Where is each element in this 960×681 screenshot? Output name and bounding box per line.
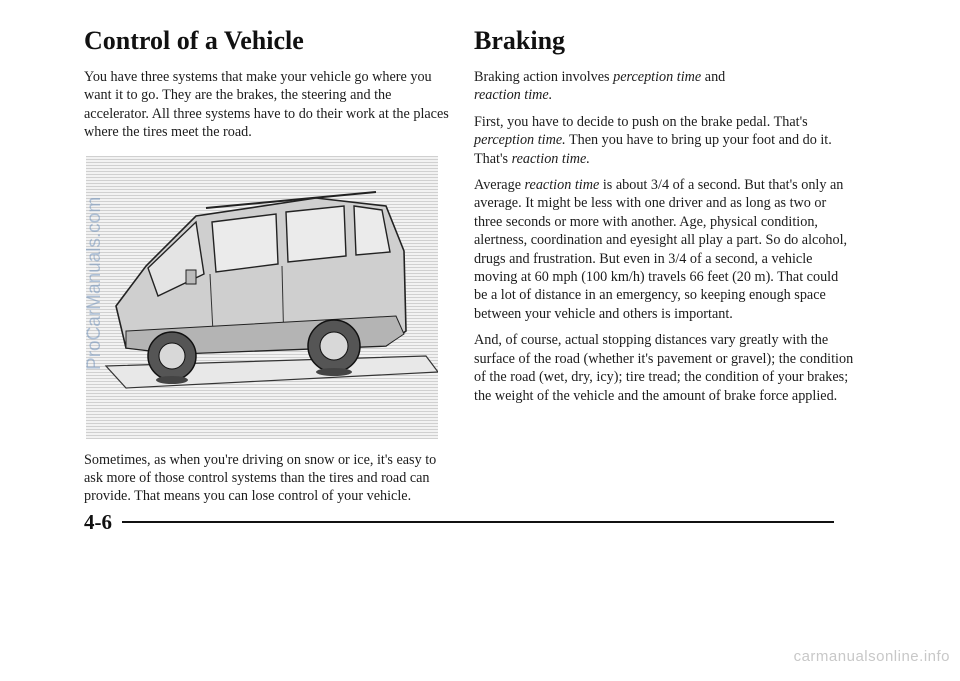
van-illustration [86, 156, 438, 439]
control-loss-paragraph: Sometimes, as when you're driving on snow or ice, it's easy to ask more of those control systems than the tires and road can provide. That means you can lose control of your vehicle. [84, 451, 437, 505]
page-footer [84, 510, 834, 534]
braking-paragraph-4: And, of course, actual stopping distances vary greatly with the surface of the road (whether it's pavement or gravel); the condition of the road (wet, dry, icy); tire tread; the condition of your brakes; the weight of the vehicle and the amount of brake force applied. [474, 332, 854, 404]
vertical-watermark: ProCarManuals.com [84, 196, 105, 370]
braking-paragraph-2: First, you have to decide to push on the brake pedal. That's perception time. Then you have to bring up your foot and do it. That's reaction time. [474, 113, 832, 167]
intro-paragraph: You have three systems that make your vehicle go where you want it to go. They are the brakes, the steering and the accelerator. All three systems have to do their work at the places where the tires meet the road. [84, 69, 449, 141]
braking-paragraph-1: Braking action involves perception time and reaction time. [474, 69, 726, 104]
van-drawing [86, 156, 438, 439]
left-column [84, 26, 454, 514]
section-heading-control: Control of a Vehicle [84, 26, 304, 55]
footer-rule [122, 521, 834, 523]
section-heading-braking: Braking [474, 26, 566, 55]
site-watermark: carmanualsonline.info [793, 648, 950, 665]
braking-paragraph-3: Average reaction time is about 3/4 of a second. But that's only an average. It might be less with one driver and as long as two or three seconds or more with another. Age, physical condition, alertness, coordination and eyesight all play a part. So do alcohol, drugs and frustration. But even in 3/4 of a second, a vehicle moving at 60 mph (100 km/h) travels 66 feet (20 m). That could be a lot of distance in an emergency, so keeping enough space between your vehicle and others is important. [474, 177, 848, 322]
page-number: 4-6 [84, 509, 112, 534]
right-column [474, 26, 854, 413]
